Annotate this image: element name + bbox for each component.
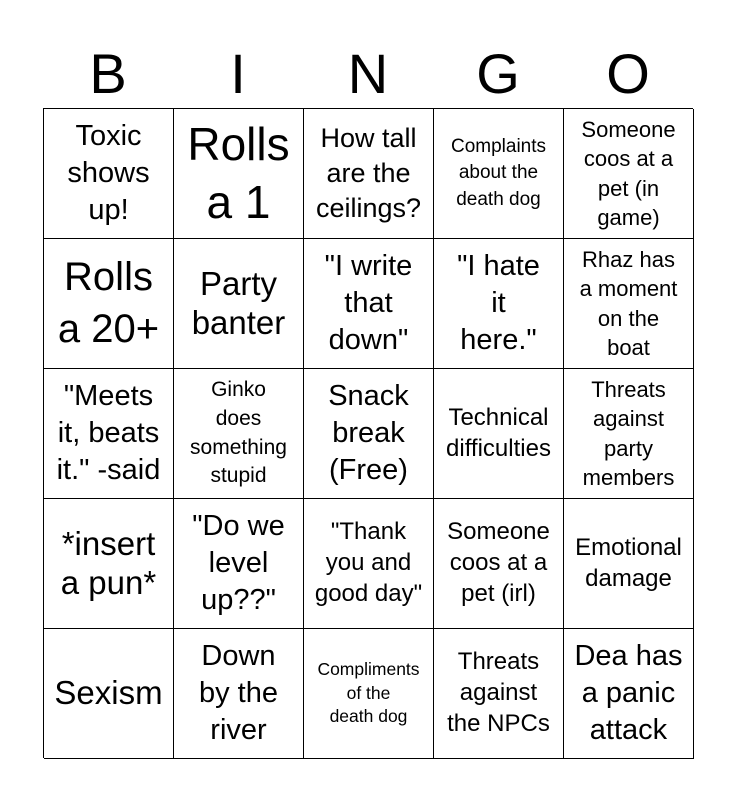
cell-text: Technical difficulties: [446, 403, 551, 462]
bingo-cell[interactable]: [564, 239, 694, 369]
header-letter-b: B: [89, 42, 127, 105]
header-letter-o: O: [606, 42, 650, 105]
cell-text: Threats against the NPCs: [447, 648, 550, 737]
bingo-cell[interactable]: [564, 369, 694, 499]
bingo-cell[interactable]: [304, 369, 434, 499]
cell-text: Snack break (Free): [328, 379, 409, 487]
cell-text: "Thank you and good day": [314, 518, 423, 607]
bingo-cell[interactable]: [44, 499, 174, 629]
header-letter-i: I: [230, 42, 246, 105]
bingo-cell[interactable]: [434, 499, 564, 629]
bingo-cell[interactable]: [174, 629, 304, 759]
cell-text: Rhaz has a moment on the boat: [579, 247, 678, 360]
header-letter-n: N: [347, 42, 389, 105]
bingo-cell[interactable]: [174, 499, 304, 629]
bingo-cell[interactable]: [434, 109, 564, 239]
cell-text: Party banter: [191, 264, 286, 341]
bingo-cell[interactable]: [304, 629, 434, 759]
cell-text: Emotional damage: [575, 533, 682, 592]
cell-text: "I write that down": [324, 249, 413, 357]
cell-text: Someone coos at a pet (in game): [581, 117, 676, 230]
bingo-cell[interactable]: [564, 629, 694, 759]
cell-text: *insert a pun*: [60, 524, 157, 601]
bingo-cell[interactable]: [44, 369, 174, 499]
cell-text: Toxic shows up!: [67, 119, 150, 227]
bingo-cell[interactable]: [434, 369, 564, 499]
bingo-board: [43, 108, 693, 758]
cell-text: "I hate it here.": [457, 249, 540, 357]
bingo-cell[interactable]: [304, 499, 434, 629]
bingo-cell[interactable]: [304, 239, 434, 369]
cell-text: "Meets it, beats it." -said: [56, 379, 161, 487]
cell-text: "Do we level up??": [192, 509, 285, 617]
cell-text: Ginko does something stupid: [190, 377, 287, 488]
bingo-cell[interactable]: [44, 109, 174, 239]
cell-text: How tall are the ceilings?: [315, 122, 422, 224]
cell-text: Down by the river: [199, 639, 278, 747]
bingo-cell[interactable]: [434, 239, 564, 369]
bingo-cell[interactable]: [174, 239, 304, 369]
cell-text: Sexism: [54, 674, 163, 712]
cell-text: Rolls a 20+: [57, 255, 160, 351]
cell-text: Rolls a 1: [187, 118, 290, 228]
cell-text: Someone coos at a pet (irl): [447, 518, 550, 607]
bingo-cell[interactable]: [44, 629, 174, 759]
bingo-cell[interactable]: [304, 109, 434, 239]
cell-text: Complaints about the death dog: [450, 136, 547, 210]
bingo-cell[interactable]: [174, 369, 304, 499]
bingo-cell[interactable]: [564, 499, 694, 629]
cell-text: Compliments of the death dog: [317, 659, 420, 727]
bingo-cell[interactable]: [434, 629, 564, 759]
cell-text: Threats against party members: [582, 377, 675, 490]
bingo-cell[interactable]: [44, 239, 174, 369]
cell-text: Dea has a panic attack: [574, 639, 683, 747]
bingo-cell[interactable]: [564, 109, 694, 239]
bingo-cell[interactable]: [174, 109, 304, 239]
bingo-header: [43, 40, 693, 108]
header-letter-g: G: [476, 42, 520, 105]
